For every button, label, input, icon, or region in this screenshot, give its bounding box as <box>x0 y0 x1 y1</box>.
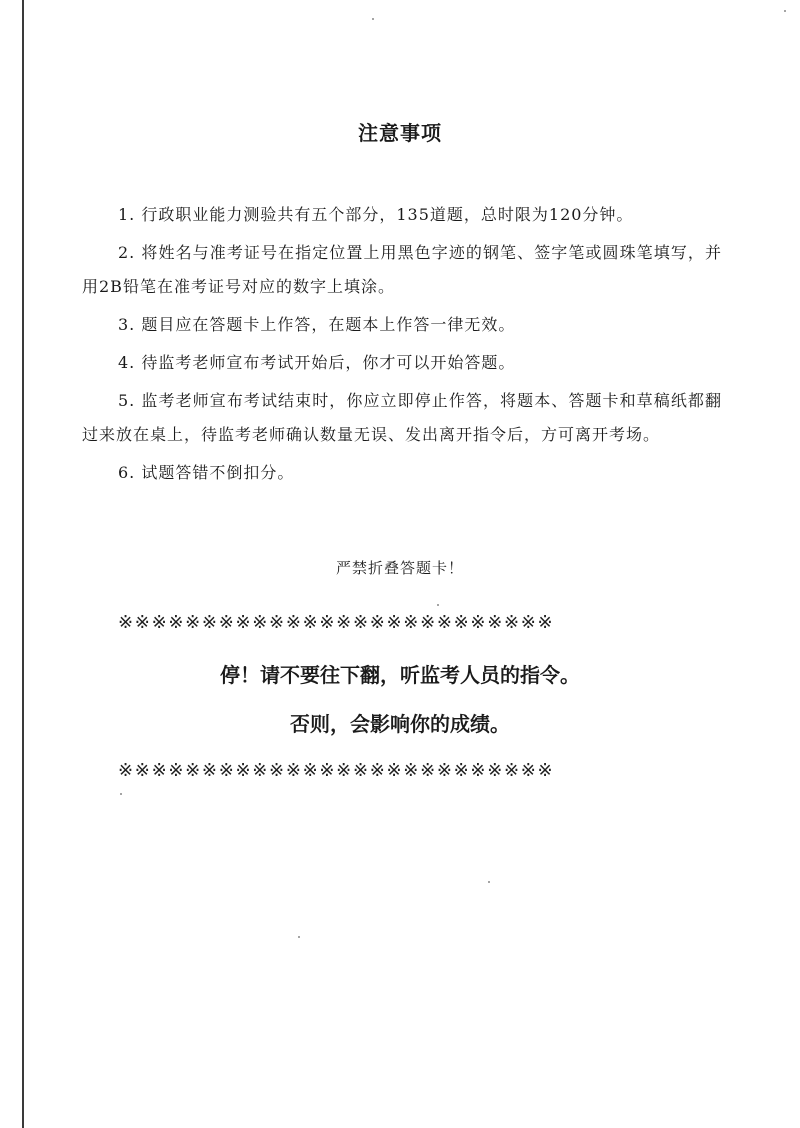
divider-bottom: ※※※※※※※※※※※※※※※※※※※※※※※※※※ <box>118 760 555 781</box>
notice-list <box>82 198 722 494</box>
notice-item-3: 3. 题目应在答题卡上作答，在题本上作答一律无效。 <box>118 315 516 334</box>
consequence-warning: 否则，会影响你的成绩。 <box>290 712 510 736</box>
notice-item-5: 5. 监考老师宣布考试结束时，你应立即停止作答，将题本、答题卡和草稿纸都翻过来放在桌上，待监考老师确认数量无误、发出离开指令后，方可离开考场。 <box>82 391 722 444</box>
scan-speck <box>298 936 300 938</box>
notice-item-4: 4. 待监考老师宣布考试开始后，你才可以开始答题。 <box>118 353 516 372</box>
scan-speck <box>784 10 786 12</box>
scan-speck <box>488 881 490 883</box>
fold-warning: 严禁折叠答题卡！ <box>335 559 464 577</box>
stop-instruction: 停！请不要往下翻，听监考人员的指令。 <box>220 663 580 687</box>
notice-item-6: 6. 试题答错不倒扣分。 <box>118 463 295 482</box>
scan-speck <box>372 18 374 20</box>
notice-item-1: 1. 行政职业能力测验共有五个部分，135道题，总时限为120分钟。 <box>118 205 634 224</box>
scan-speck <box>120 793 122 795</box>
scan-speck <box>437 604 439 606</box>
divider-top: ※※※※※※※※※※※※※※※※※※※※※※※※※※ <box>118 612 555 633</box>
page-title: 注意事项 <box>358 121 442 145</box>
notice-item-2: 2. 将姓名与准考证号在指定位置上用黑色字迹的钢笔、签字笔或圆珠笔填写，并用2B铅笔在准考证号对应的数字上填涂。 <box>82 243 722 296</box>
